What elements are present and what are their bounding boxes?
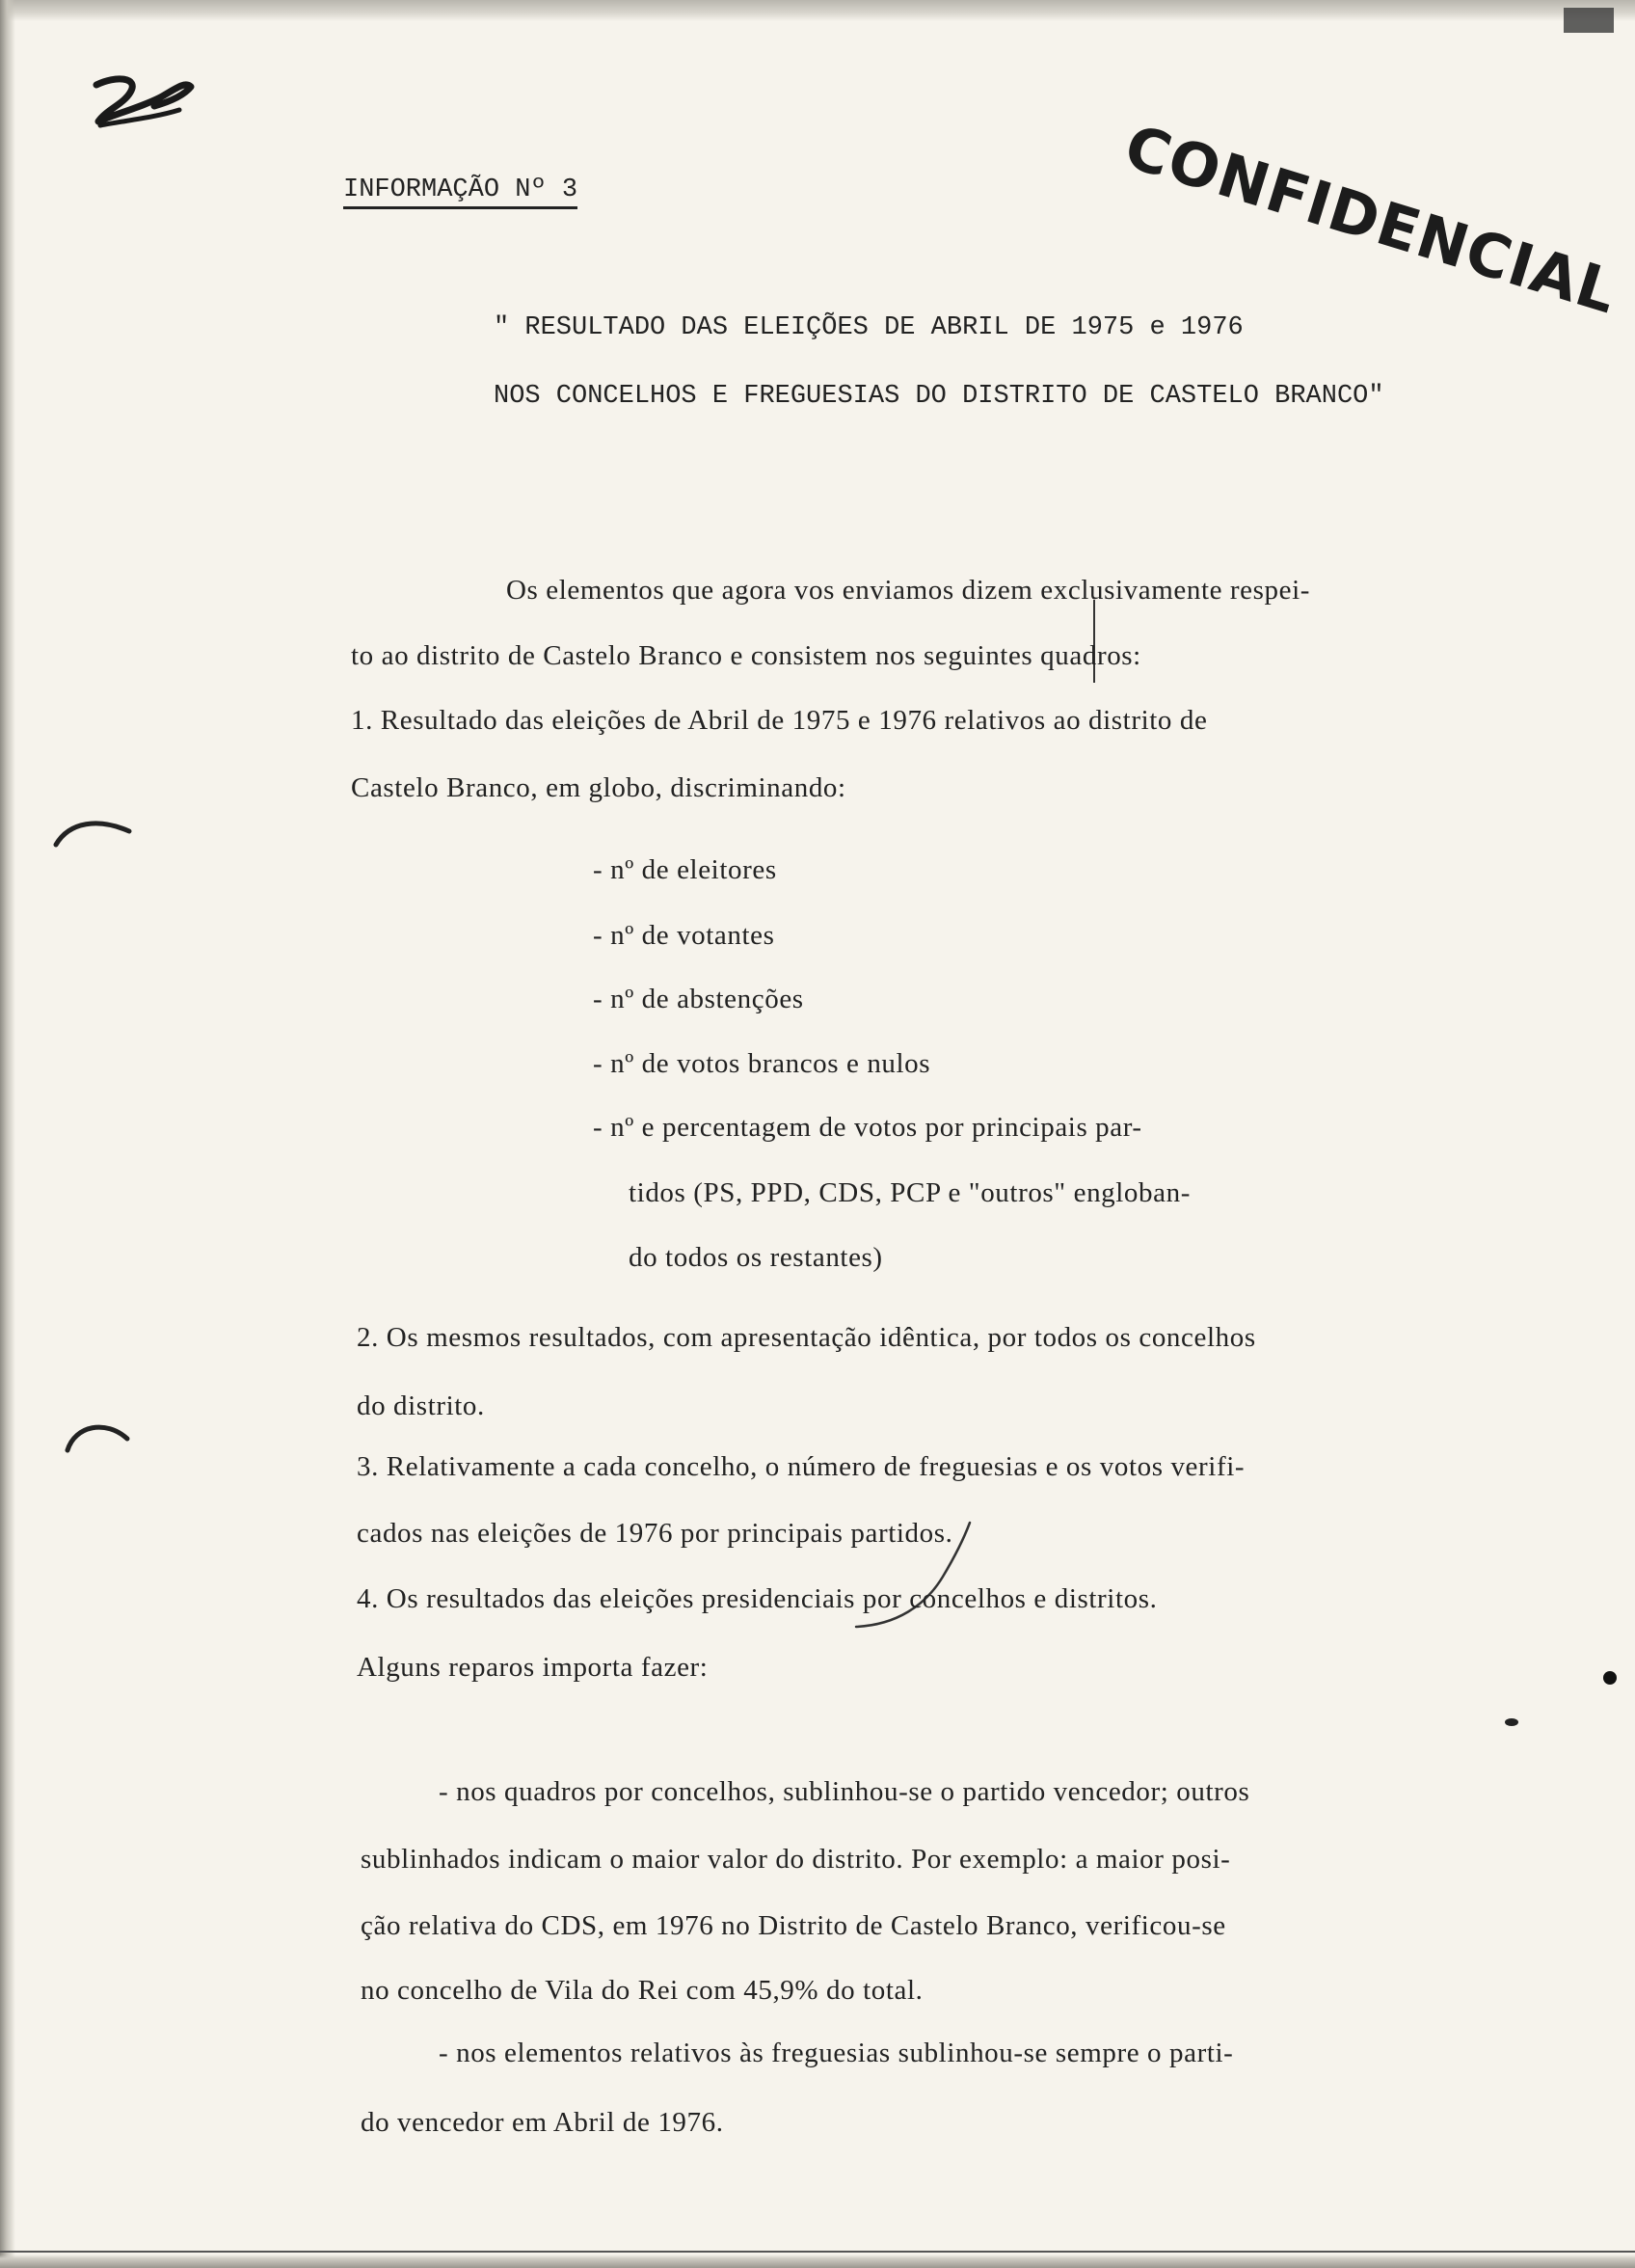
note-line: ção relativa do CDS, em 1976 no Distrito de Castelo Branco, verificou-se <box>361 1910 1226 1941</box>
scan-top-edge <box>0 0 1635 21</box>
list-item-continuation: do todos os restantes) <box>629 1242 883 1273</box>
body-line: do distrito. <box>357 1390 485 1421</box>
note-line: do vencedor em Abril de 1976. <box>361 2107 724 2138</box>
list-item: - nº de votantes <box>593 920 775 951</box>
confidential-stamp: CONFIDENCIAL <box>1116 111 1626 328</box>
binder-arc-icon <box>60 1416 137 1454</box>
document-heading: INFORMAÇÃO Nº 3 <box>343 176 577 209</box>
body-line: 3. Relativamente a cada concelho, o número de freguesias e os votos verifi- <box>357 1451 1246 1482</box>
body-line: Castelo Branco, em globo, discriminando: <box>351 772 846 803</box>
body-line: 2. Os mesmos resultados, com apresentação idêntica, por todos os concelhos <box>357 1322 1256 1353</box>
body-line: 1. Resultado das eleições de Abril de 1975 e 1976 relativos ao distrito de <box>351 705 1208 736</box>
scan-bottom-edge <box>0 2254 1635 2268</box>
list-item: - nº e percentagem de votos por principais par- <box>593 1112 1142 1143</box>
ink-dot-icon <box>1504 1716 1519 1728</box>
list-item: - nº de votos brancos e nulos <box>593 1048 931 1079</box>
note-line: no concelho de Vila do Rei com 45,9% do total. <box>361 1975 924 2006</box>
scan-left-edge <box>0 0 15 2268</box>
document-title-line-2: NOS CONCELHOS E FREGUESIAS DO DISTRITO DE CASTELO BRANCO" <box>494 382 1384 411</box>
body-line: cados nas eleições de 1976 por principais partidos. <box>357 1518 953 1549</box>
handwritten-mark-icon <box>87 68 202 145</box>
binder-arc-icon <box>50 812 137 850</box>
list-item: - nº de eleitores <box>593 854 777 885</box>
body-line: Os elementos que agora vos enviamos dizem exclusivamente respei- <box>506 575 1311 606</box>
list-item-continuation: tidos (PS, PPD, CDS, PCP e "outros" engloban- <box>629 1177 1191 1208</box>
body-line: Alguns reparos importa fazer: <box>357 1652 709 1683</box>
list-item: - nº de abstenções <box>593 984 804 1014</box>
scan-corner-mark <box>1564 8 1614 33</box>
ink-dot-icon <box>1600 1668 1620 1688</box>
document-title-line-1: " RESULTADO DAS ELEIÇÕES DE ABRIL DE 1975 e 1976 <box>494 313 1244 342</box>
note-line: sublinhados indicam o maior valor do distrito. Por exemplo: a maior posi- <box>361 1844 1231 1875</box>
note-line: - nos elementos relativos às freguesias sublinhou-se sempre o parti- <box>439 2038 1234 2068</box>
note-line: - nos quadros por concelhos, sublinhou-se o partido vencedor; outros <box>439 1776 1250 1807</box>
body-line: to ao distrito de Castelo Branco e consistem nos seguintes quadros: <box>351 640 1141 671</box>
body-line: 4. Os resultados das eleições presidenciais por concelhos e distritos. <box>357 1583 1158 1614</box>
scan-bottom-rule <box>0 2251 1635 2253</box>
